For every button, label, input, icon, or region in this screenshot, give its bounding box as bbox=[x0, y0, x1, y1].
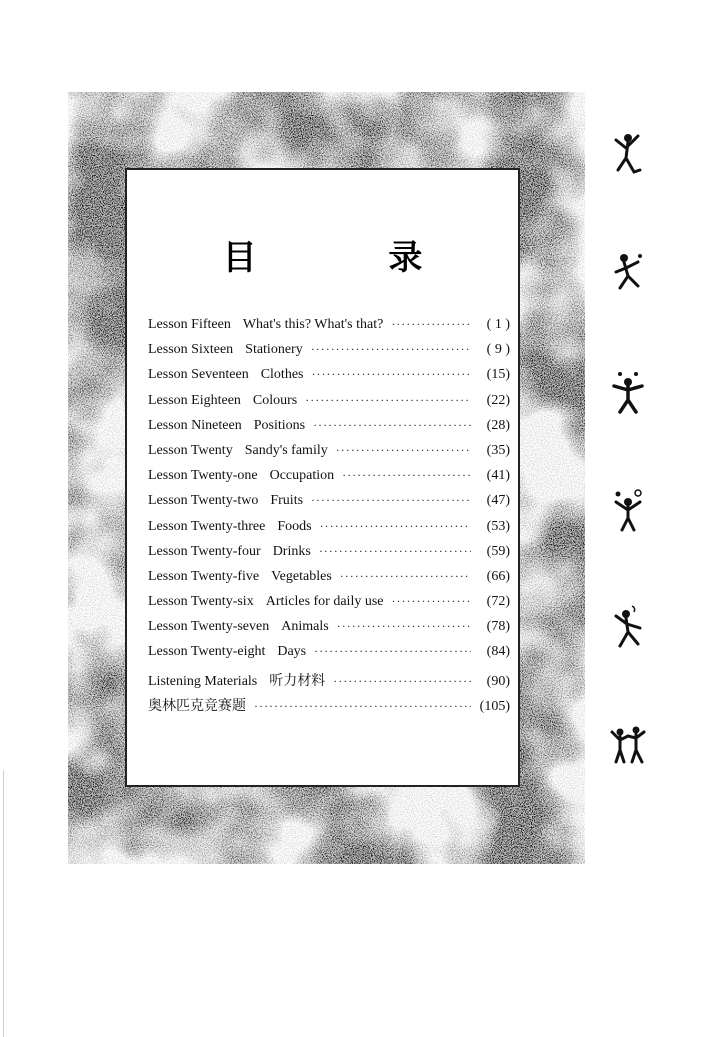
toc-entry-lesson: Lesson Twenty-seven bbox=[148, 619, 270, 635]
toc-entry-topic: Occupation bbox=[269, 468, 335, 484]
toc-entry[interactable] bbox=[148, 644, 510, 669]
toc-entry-topic: Drinks bbox=[272, 543, 311, 559]
toc-entry-topic: Animals bbox=[281, 619, 329, 635]
toc-entry-lesson: Lesson Twenty-five bbox=[148, 568, 260, 584]
toc-entry-page: (28) bbox=[486, 417, 510, 433]
toc-entry-topic: Foods bbox=[277, 518, 312, 534]
toc-title: 目 录 bbox=[222, 238, 483, 278]
toc-entry-topic: 听力材料 bbox=[269, 673, 326, 689]
page-edge-line bbox=[3, 770, 4, 1037]
toc-entry-lesson: Lesson Fifteen bbox=[148, 317, 231, 332]
toc-entry-page: (41) bbox=[486, 468, 510, 484]
toc-entry[interactable] bbox=[148, 619, 510, 644]
toc-entry[interactable] bbox=[148, 594, 510, 619]
toc-entry-page: (78) bbox=[486, 619, 510, 635]
toc-entry[interactable] bbox=[148, 418, 510, 443]
ball-figure-icon bbox=[610, 488, 646, 534]
toc-entry-topic: Fruits bbox=[270, 493, 304, 509]
toc-leader-dots bbox=[391, 317, 471, 332]
toc-entry-page: (72) bbox=[486, 594, 510, 610]
toc-leader-dots bbox=[340, 569, 471, 584]
toc-entry-page: (47) bbox=[486, 493, 510, 509]
toc-entry-lesson: Lesson Twenty-two bbox=[148, 493, 259, 509]
toc-entry-lesson: Lesson Twenty-three bbox=[148, 518, 266, 534]
toc-entry-page: (53) bbox=[486, 518, 510, 534]
toc-leader-dots bbox=[311, 342, 471, 357]
toc-entry-page: (59) bbox=[486, 543, 510, 559]
toc-list bbox=[148, 317, 510, 720]
toc-entry[interactable] bbox=[148, 443, 510, 468]
toc-entry-lesson: 奥林匹克竞赛题 bbox=[148, 698, 246, 714]
toc-leader-dots bbox=[311, 493, 471, 508]
toc-entry-lesson: Lesson Nineteen bbox=[148, 417, 242, 433]
toc-entry-page: (66) bbox=[486, 568, 510, 584]
toc-entry[interactable] bbox=[148, 468, 510, 493]
toc-entry-lesson: Lesson Seventeen bbox=[148, 367, 249, 383]
toc-entry-topic: Vegetables bbox=[271, 568, 332, 584]
toc-leader-dots bbox=[305, 393, 471, 408]
toc-entry[interactable] bbox=[148, 493, 510, 518]
toc-entry-lesson: Lesson Sixteen bbox=[148, 342, 234, 358]
pair-figures-icon bbox=[610, 722, 646, 768]
toc-entry-page: ( 1 ) bbox=[486, 317, 510, 332]
toc-entry[interactable] bbox=[148, 670, 510, 695]
toc-leader-dots bbox=[337, 619, 471, 634]
juggling-figure-icon bbox=[610, 248, 646, 294]
toc-entry-page: (15) bbox=[486, 367, 510, 383]
toc-leader-dots bbox=[319, 544, 471, 559]
toc-entry-topic: Positions bbox=[253, 417, 306, 433]
toc-entry-topic: Sandy's family bbox=[244, 442, 328, 458]
toc-leader-dots bbox=[336, 443, 471, 458]
toc-entry[interactable] bbox=[148, 695, 510, 720]
leaping-figure-icon bbox=[610, 604, 646, 650]
toc-entry-topic: Articles for daily use bbox=[265, 594, 384, 610]
toc-leader-dots bbox=[314, 644, 471, 659]
toc-entry-page: (35) bbox=[486, 442, 510, 458]
toc-entry-topic: What's this? What's that? bbox=[242, 317, 384, 332]
toc-entry[interactable] bbox=[148, 393, 510, 418]
toc-entry-page: (105) bbox=[479, 698, 510, 714]
toc-entry-lesson: Listening Materials bbox=[148, 673, 258, 689]
toc-leader-dots bbox=[254, 699, 471, 714]
toc-entry-topic: Stationery bbox=[245, 342, 303, 358]
toc-entry-lesson: Lesson Twenty bbox=[148, 442, 233, 458]
toc-leader-dots bbox=[320, 519, 471, 534]
toc-entry-lesson: Lesson Twenty-six bbox=[148, 594, 254, 610]
toc-entry-page: (84) bbox=[486, 644, 510, 660]
table-of-contents-panel bbox=[125, 168, 520, 787]
toc-entry[interactable] bbox=[148, 569, 510, 594]
dancing-figure-icon bbox=[610, 130, 646, 176]
toc-entry[interactable] bbox=[148, 317, 510, 342]
toc-entry[interactable] bbox=[148, 342, 510, 367]
toc-entry-lesson: Lesson Twenty-one bbox=[148, 468, 258, 484]
toc-leader-dots bbox=[313, 418, 471, 433]
toc-entry-page: (90) bbox=[486, 673, 510, 689]
acrobat-figure-icon bbox=[610, 370, 646, 416]
toc-entry-page: (22) bbox=[486, 392, 510, 408]
toc-entry-lesson: Lesson Twenty-eight bbox=[148, 644, 266, 660]
toc-entry-topic: Clothes bbox=[260, 367, 304, 383]
toc-entry[interactable] bbox=[148, 367, 510, 392]
toc-leader-dots bbox=[333, 674, 471, 689]
toc-entry-lesson: Lesson Eighteen bbox=[148, 392, 241, 408]
toc-entry[interactable] bbox=[148, 519, 510, 544]
toc-entry-topic: Days bbox=[277, 644, 307, 660]
toc-entry-lesson: Lesson Twenty-four bbox=[148, 543, 261, 559]
toc-leader-dots bbox=[311, 367, 471, 382]
toc-leader-dots bbox=[342, 468, 471, 483]
toc-entry-topic: Colours bbox=[252, 392, 298, 408]
toc-leader-dots bbox=[392, 594, 472, 609]
toc-entry[interactable] bbox=[148, 544, 510, 569]
toc-entry-page: ( 9 ) bbox=[486, 342, 510, 358]
